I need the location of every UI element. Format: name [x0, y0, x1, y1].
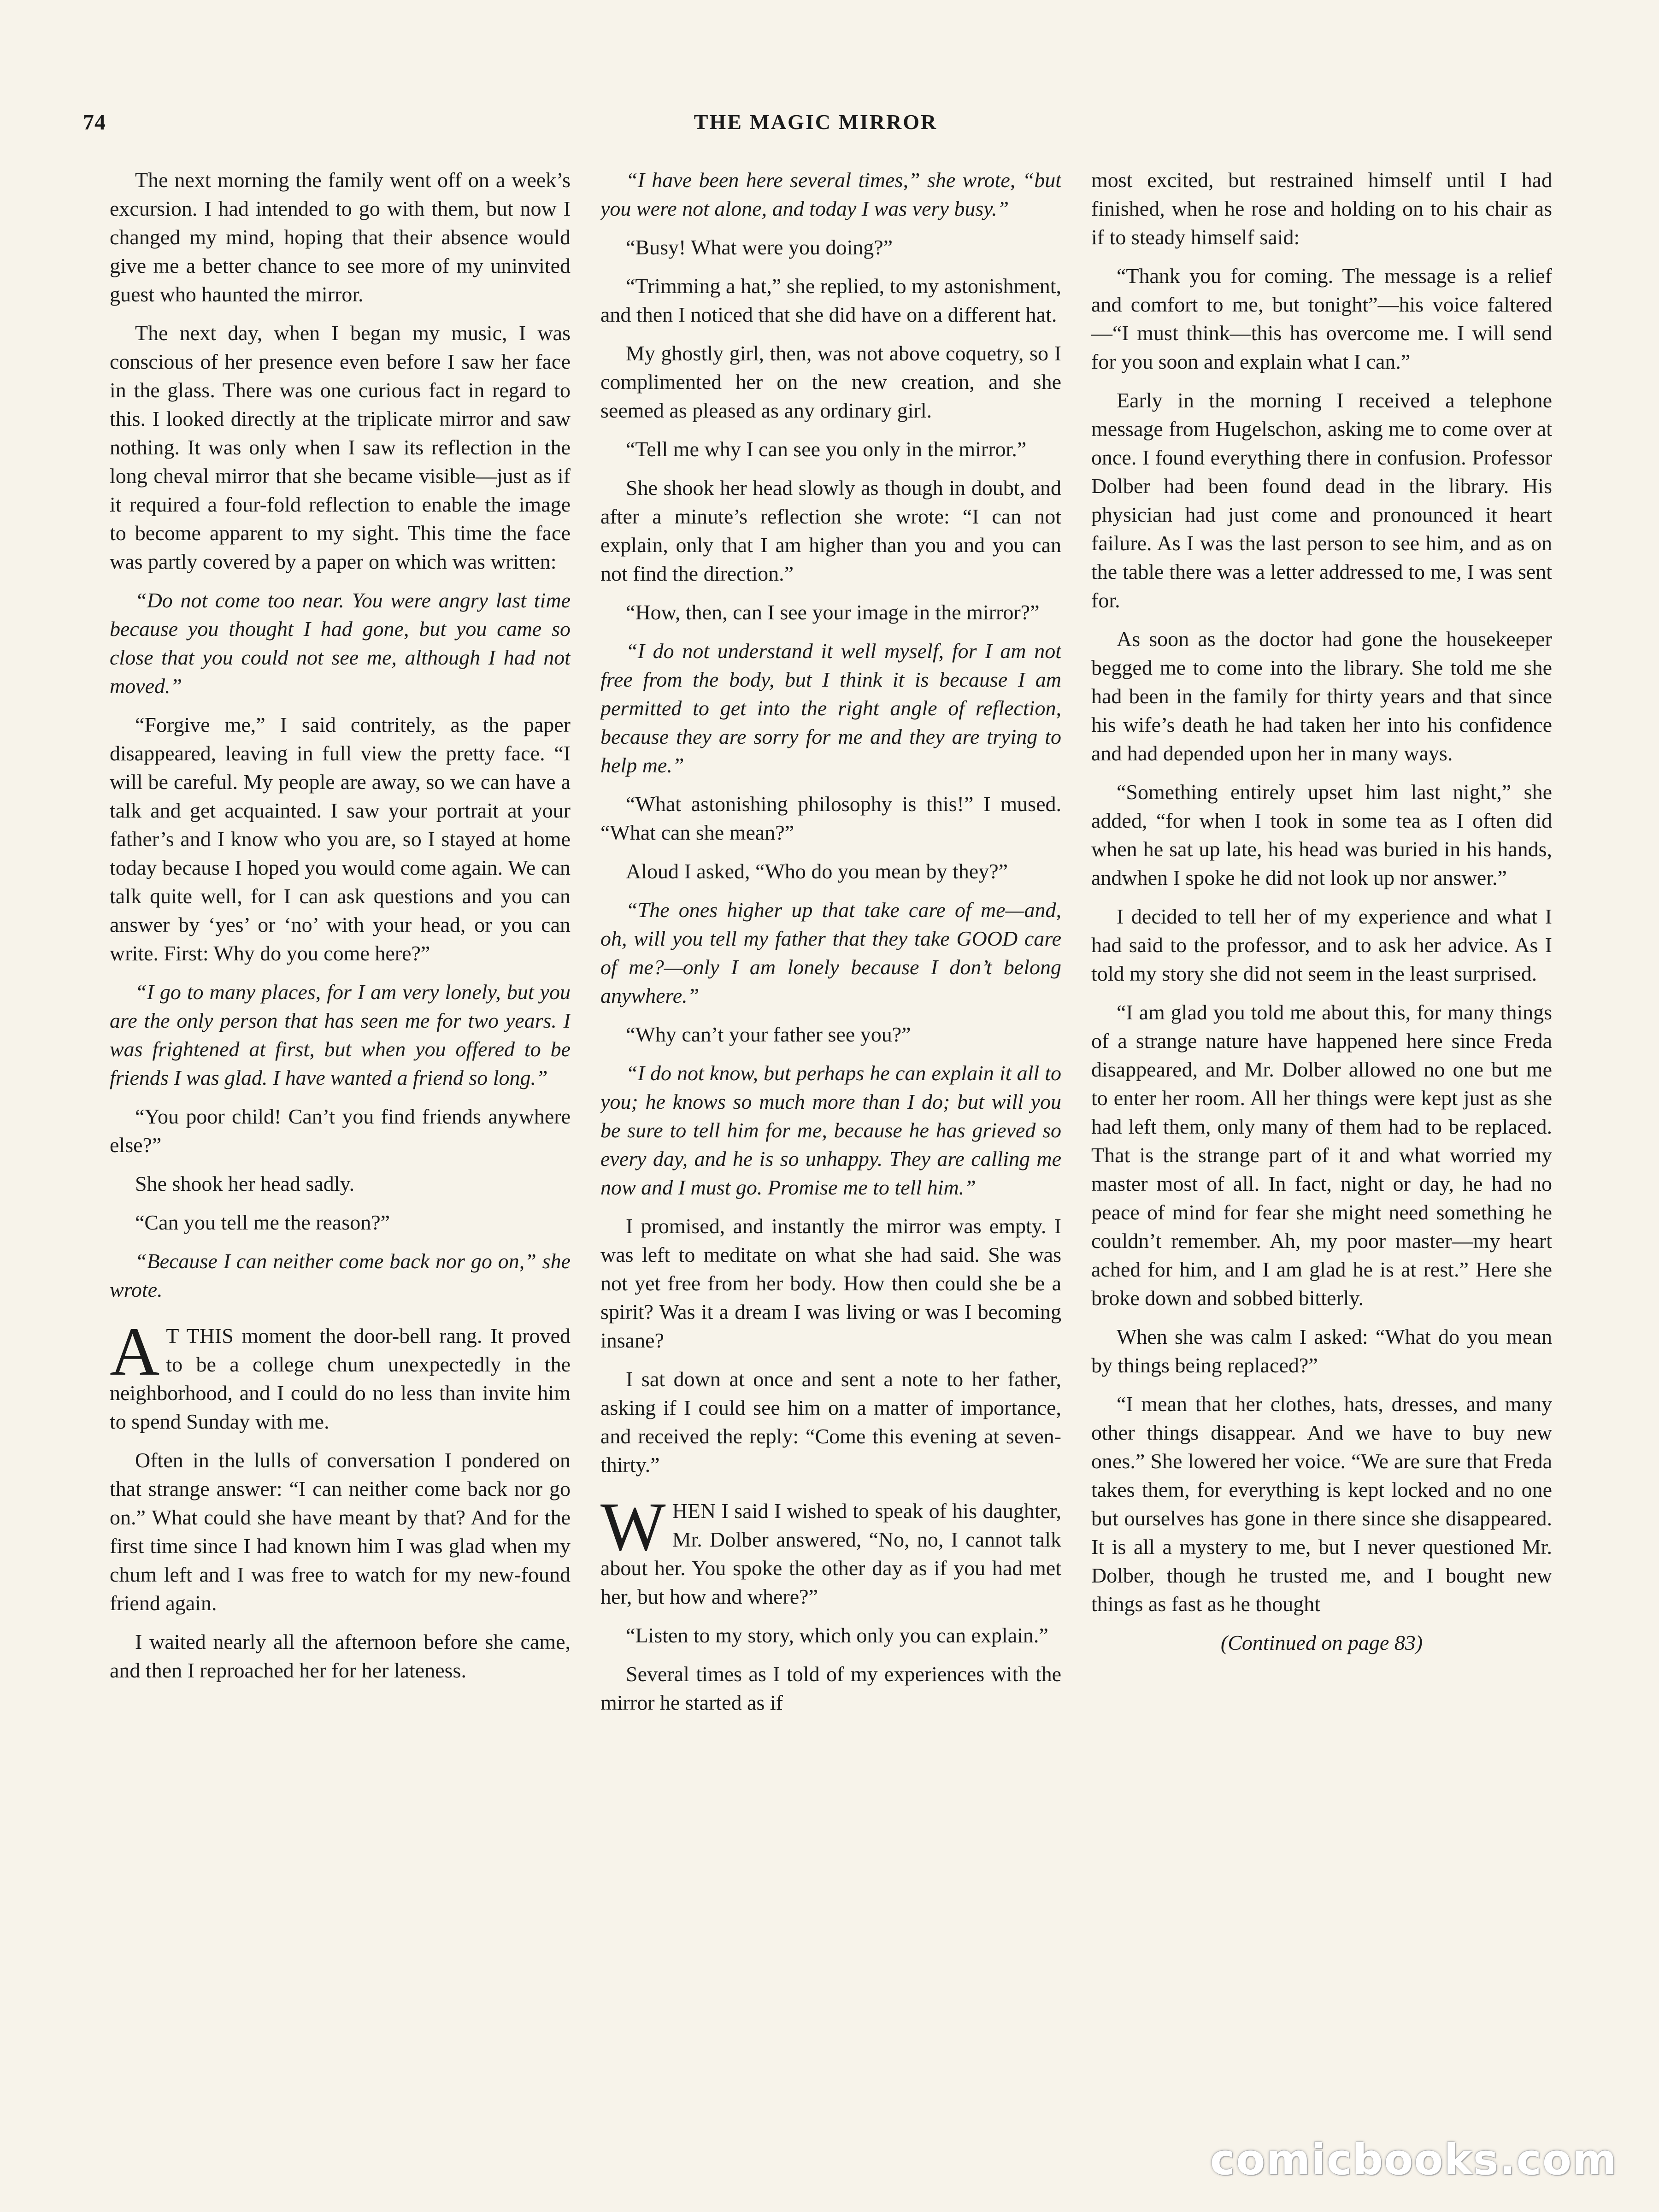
paragraph: “Listen to my story, which only you can explain.” [626, 1624, 1048, 1647]
paragraph: “Why can’t your father see you?” [626, 1023, 911, 1046]
paragraph: “The ones higher up that take care of me—and, oh, will you tell my father that they take GOOD care of me?—only I am lonely because I don’t belong anywhere.” [600, 898, 1061, 1007]
paragraph: When she was calm I asked: “What do you mean by things being replaced?” [1091, 1325, 1552, 1377]
drop-cap: A [110, 1313, 160, 1390]
paragraph: “I mean that her clothes, hats, dresses, and many other things disappear. And we have to buy new ones.” She lowered her voice. “We are sure that Freda takes them, for everything is kept locked and no one but ourselves has gone in there since she disappeared. It is all a mystery to me, but I never questioned Mr. Dolber, though he trusted me, and I bought new things as fast as he thought [1091, 1392, 1552, 1616]
paragraph: She shook her head sadly. [135, 1172, 355, 1195]
paragraph: My ghostly girl, then, was not above coquetry, so I complimented her on the new creation, and she seemed as pleased as any ordinary girl. [600, 341, 1061, 422]
paragraph: “You poor child! Can’t you find friends anywhere else?” [110, 1105, 571, 1157]
paragraph: “Can you tell me the reason?” [135, 1211, 390, 1234]
paragraph: Often in the lulls of conversation I pondered on that strange answer: “I can neither come back nor go on.” What could she have meant by that? And for the first time since I had known him I was glad when my chum left and I was free to watch for my new-found friend again. [110, 1448, 571, 1615]
column-3 [1091, 166, 1552, 2115]
section-opening-paragraph [600, 1488, 1061, 1611]
paragraph: The next day, when I began my music, I was conscious of her presence even before I saw her face in the glass. There was one curious fact in regard to this. I looked directly at the triplicate mirror and saw nothing. It was only when I saw its reflection in the long cheval mirror that she became visible—just as if it required a four-fold reflection to enable the image to become apparent to my sight. This time the face was partly covered by a paper on which was written: [110, 321, 571, 573]
paragraph: “Something entirely upset him last night,” she added, “for when I took in some tea as I often did when he sat up late, his head was buried in his hands, andwhen I spoke he did not look up nor answer.” [1091, 780, 1552, 889]
paragraph: “I do not understand it well myself, for I am not free from the body, but I think it is because I am permitted to get into the right angle of reflection, because they are sorry for me and they are trying to help me.” [600, 639, 1061, 777]
paragraph: “Trimming a hat,” she replied, to my astonishment, and then I noticed that she did have on a different hat. [600, 274, 1061, 326]
running-title: THE MAGIC MIRROR [694, 110, 938, 134]
paragraph: “I do not know, but perhaps he can explain it all to you; he knows so much more than I do; but will you be sure to tell him for me, because he has grieved so every day, and he is so unhappy. They are calling me now and I must go. Promise me to tell him.” [600, 1061, 1061, 1199]
column-2 [600, 166, 1061, 2115]
drop-cap: W [600, 1488, 666, 1565]
paragraph: Several times as I told of my experiences with the mirror he started as if [600, 1662, 1061, 1714]
column-1 [110, 166, 571, 2115]
paragraph: “Do not come too near. You were angry last time because you thought I had gone, but you came so close that you could not see me, although I had not moved.” [110, 588, 571, 698]
watermark-logo: comicbooks.com [1210, 2135, 1618, 2184]
paragraph: As soon as the doctor had gone the housekeeper begged me to come into the library. She told me she had been in the family for thirty years and that since his wife’s death he had taken her into his confidence and had depended upon her in many ways. [1091, 627, 1552, 765]
paragraph: “How, then, can I see your image in the mirror?” [626, 600, 1040, 624]
paragraph: Early in the morning I received a telephone message from Hugelschon, asking me to come over at once. I found everything there in confusion. Professor Dolber had been found dead in the library. His physician had just come and pronounced it heart failure. As I was the last person to see him, and as on the table there was a letter addressed to me, I was sent for. [1091, 388, 1552, 612]
paragraph: I promised, and instantly the mirror was empty. I was left to meditate on what she had said. She was not yet free from her body. How then could she be a spirit? Was it a dream I was living or was I becoming insane? [600, 1214, 1061, 1352]
paragraph: The next morning the family went off on a week’s excursion. I had intended to go with them, but now I changed my mind, hoping that their absence would give me a better chance to see more of my uninvited guest who haunted the mirror. [110, 168, 571, 306]
paragraph: I sat down at once and sent a note to her father, asking if I could see him on a matter of importance, and received the reply: “Come this evening at seven-thirty.” [600, 1367, 1061, 1477]
paragraph: Aloud I asked, “Who do you mean by they?” [626, 859, 1008, 883]
paragraph: “I am glad you told me about this, for many things of a strange nature have happened here since Freda disappeared, and Mr. Dolber allowed no one but me to enter her room. All her things were kept just as she had left them, only many of them had to be replaced. That is the strange part of it and what worried my master most of all. In fact, night or day, he had no peace of mind for fear she might need something he couldn’t remember. Ah, my poor master—my heart ached for him, and I am glad he is at rest.” Here she broke down and sobbed bitterly. [1091, 1000, 1552, 1310]
paragraph: “What astonishing philosophy is this!” I mused. “What can she mean?” [600, 792, 1061, 844]
paragraph: “I have been here several times,” she wrote, “but you were not alone, and today I was very busy.” [600, 168, 1061, 220]
paragraph: I decided to tell her of my experience and what I had said to the professor, and to ask her advice. As I told my story she did not seem in the least surprised. [1091, 905, 1552, 985]
paragraph: “Busy! What were you doing?” [626, 235, 893, 259]
paragraph: “Because I can neither come back nor go on,” she wrote. [110, 1249, 571, 1301]
paragraph-text: HEN I said I wished to speak of his daughter, Mr. Dolber answered, “No, no, I cannot talk about her. You spoke the other day as if you had met her, but how and where?” [600, 1499, 1061, 1608]
paragraph-text: T THIS moment the door-bell rang. It proved to be a college chum unexpectedly in the neighborhood, and I could do no less than invite him to spend Sunday with me. [110, 1324, 571, 1433]
article-body [110, 166, 1552, 2115]
paragraph: most excited, but restrained himself until I had finished, when he rose and holding on to his chair as if to steady himself said: [1091, 168, 1552, 249]
page-number: 74 [83, 110, 106, 135]
paragraph: “I go to many places, for I am very lonely, but you are the only person that has seen me for two years. I was frightened at first, but when you offered to be friends I was glad. I have wanted a friend so long.” [110, 980, 571, 1089]
page-header [83, 110, 1548, 147]
paragraph: I waited nearly all the afternoon before she came, and then I reproached her for her lateness. [110, 1630, 571, 1682]
section-opening-paragraph [110, 1313, 571, 1436]
paragraph: “Thank you for coming. The message is a relief and comfort to me, but tonight”—his voice faltered—“I must think—this has overcome me. I will send for you soon and explain what I can.” [1091, 264, 1552, 373]
paragraph: “Tell me why I can see you only in the mirror.” [626, 437, 1027, 461]
paragraph: She shook her head slowly as though in doubt, and after a minute’s reflection she wrote: “I can not explain, only that I am higher than you and you can not find the direction.” [600, 476, 1061, 585]
continued-note: (Continued on page 83) [1220, 1631, 1423, 1654]
paragraph: “Forgive me,” I said contritely, as the paper disappeared, leaving in full view the pretty face. “I will be careful. My people are away, so we can have a talk and get acquainted. I saw your portrait at your father’s and I know who you are, so I stayed at home today because I hoped you would come again. We can talk quite well, for I can ask questions and you can answer by ‘yes’ or ‘no’ with your head, or you can write. First: Why do you come here?” [110, 713, 571, 965]
